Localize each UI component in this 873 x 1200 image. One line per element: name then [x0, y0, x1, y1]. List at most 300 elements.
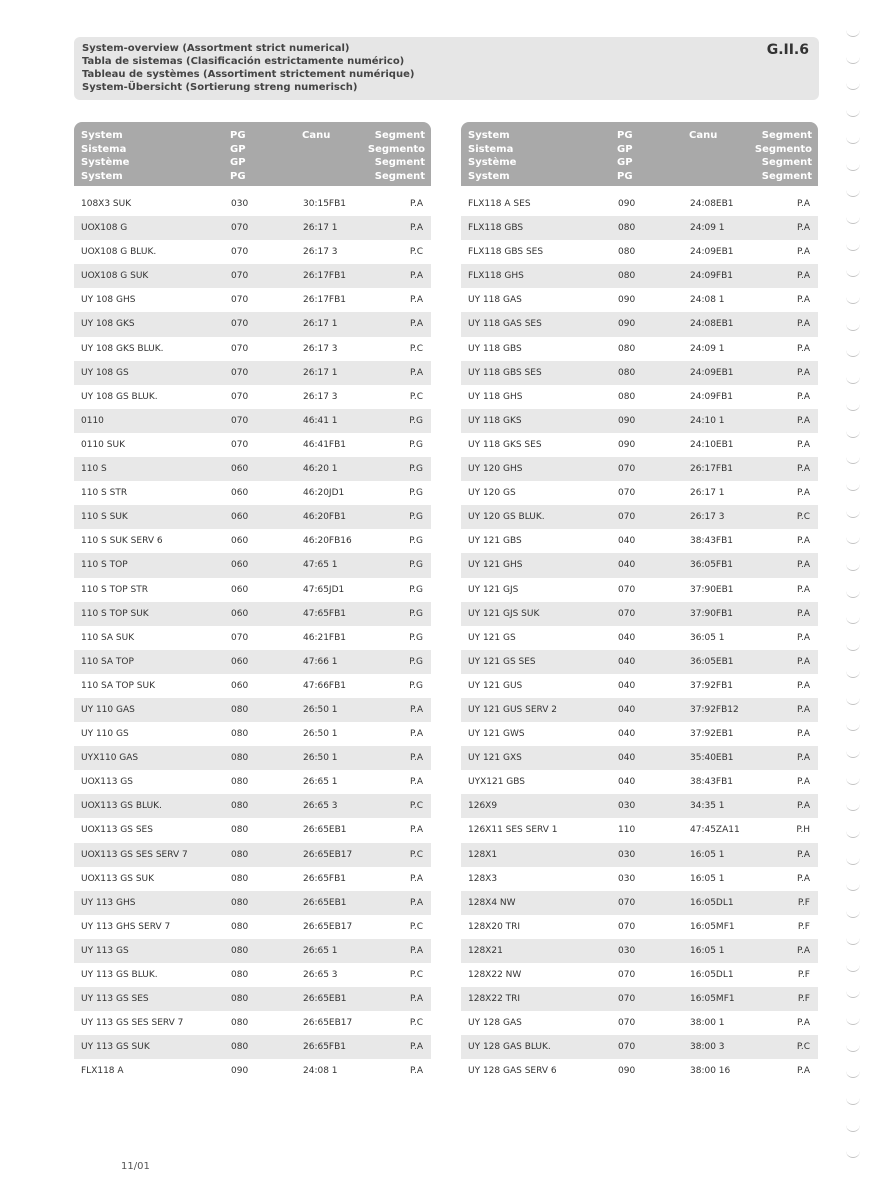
cell-canu: 37:90FB1 [690, 608, 734, 619]
cell-pg: 070 [231, 415, 249, 426]
binder-ring [846, 55, 860, 64]
cell-system: 128X22 TRI [468, 994, 521, 1005]
cell-system: FLX118 GBS [468, 223, 524, 234]
cell-segment: P.A [796, 415, 810, 426]
cell-pg: 030 [618, 945, 636, 956]
cell-segment: P.A [796, 488, 810, 499]
header-pg-label: PG [230, 130, 246, 141]
header-box [74, 37, 819, 100]
cell-segment: P.A [409, 223, 423, 234]
table-row [74, 457, 431, 481]
footer-date: 11/01 [121, 1161, 150, 1172]
cell-segment: P.A [409, 873, 423, 884]
cell-segment: P.A [796, 801, 810, 812]
cell-pg: 070 [231, 223, 249, 234]
cell-system: UY 120 GS [468, 488, 516, 499]
cell-canu: 37:92FB1 [690, 680, 734, 691]
cell-pg: 080 [231, 849, 249, 860]
cell-canu: 26:65FB1 [303, 873, 347, 884]
cell-canu: 24:09EB1 [690, 367, 734, 378]
table-row [461, 578, 818, 602]
binder-ring [846, 1096, 860, 1105]
cell-canu: 26:17 1 [690, 488, 725, 499]
header-system-label: System [468, 130, 510, 141]
binder-ring [846, 28, 860, 37]
cell-system: 110 S TOP [81, 560, 128, 571]
header-system-label: Sistema [468, 143, 514, 155]
cell-system: 126X9 [468, 801, 498, 812]
cell-canu: 16:05 1 [690, 849, 725, 860]
cell-system: UY 113 GS SES [81, 994, 149, 1005]
cell-canu: 38:43FB1 [690, 777, 734, 788]
cell-canu: 36:05EB1 [690, 656, 734, 667]
table-row [74, 602, 431, 626]
cell-system: UY 113 GHS SERV 7 [81, 921, 171, 932]
cell-pg: 080 [231, 801, 249, 812]
cell-canu: 26:65EB17 [303, 849, 353, 860]
binder-ring [846, 829, 860, 838]
cell-system: UY 121 GS SES [468, 656, 536, 667]
binder-ring [846, 322, 860, 331]
cell-pg: 070 [618, 970, 636, 980]
cell-segment: P.C [409, 970, 423, 980]
cell-canu: 37:92FB12 [690, 704, 739, 715]
cell-segment: P.A [796, 753, 810, 764]
cell-pg: 090 [618, 415, 636, 426]
cell-canu: 26:65EB1 [303, 897, 347, 908]
cell-pg: 070 [618, 921, 636, 932]
cell-canu: 34:35 1 [690, 801, 725, 812]
cell-system: 110 S TOP SUK [81, 608, 149, 619]
table-row [461, 409, 818, 433]
system-table-right [461, 122, 818, 1083]
cell-pg: 030 [618, 801, 636, 812]
cell-canu: 46:20FB16 [303, 536, 352, 547]
table-row [461, 843, 818, 867]
header-canu-label: Canu [302, 130, 331, 141]
cell-segment: P.H [796, 825, 810, 836]
binder-ring [846, 215, 860, 224]
cell-segment: P.F [797, 921, 810, 932]
binder-ring [846, 642, 860, 651]
cell-pg: 070 [231, 343, 249, 354]
cell-canu: 26:50 1 [303, 753, 338, 764]
binder-ring [846, 188, 860, 197]
cell-canu: 26:65EB17 [303, 921, 353, 932]
binder-ring [846, 268, 860, 277]
cell-pg: 080 [618, 223, 636, 234]
cell-canu: 38:43FB1 [690, 536, 734, 547]
table-row [74, 264, 431, 288]
cell-pg: 060 [231, 656, 249, 667]
table-row [461, 192, 818, 216]
binder-ring [846, 1016, 860, 1025]
table-row [74, 1011, 431, 1035]
table-row [461, 433, 818, 457]
cell-segment: P.A [796, 1018, 810, 1029]
header-pg-label: GP [617, 157, 633, 168]
table-row [74, 722, 431, 746]
cell-segment: P.A [796, 560, 810, 571]
cell-pg: 040 [618, 729, 636, 740]
table-row [461, 288, 818, 312]
binder-ring [846, 402, 860, 411]
header-pg [617, 129, 633, 183]
cell-pg: 070 [231, 271, 249, 282]
cell-canu: 26:65FB1 [303, 1042, 347, 1053]
cell-segment: P.A [796, 319, 810, 330]
cell-pg: 030 [618, 849, 636, 860]
header-segment-label: Segment [761, 157, 812, 168]
table-row [74, 312, 431, 336]
cell-system: UY 118 GAS SES [468, 319, 542, 330]
table-row [461, 385, 818, 409]
table-row [74, 891, 431, 915]
cell-system: UY 113 GS SES SERV 7 [81, 1018, 184, 1029]
cell-system: 110 S [81, 464, 107, 475]
cell-canu: 26:17FB1 [690, 464, 734, 475]
cell-segment: P.G [409, 464, 423, 475]
binder-ring [846, 162, 860, 171]
cell-system: UY 113 GS SUK [81, 1042, 150, 1053]
cell-canu: 26:17 3 [690, 512, 725, 523]
table-row [74, 867, 431, 891]
cell-system: UY 108 GS BLUK. [81, 391, 158, 402]
cell-system: UYX110 GAS [81, 753, 139, 764]
cell-system: UY 121 GHS [468, 560, 523, 571]
cell-pg: 070 [231, 367, 249, 378]
cell-canu: 26:17 3 [303, 247, 338, 258]
cell-pg: 090 [618, 1066, 636, 1077]
cell-canu: 16:05MF1 [690, 994, 735, 1005]
binder-ring [846, 749, 860, 758]
cell-system: 110 S SUK [81, 512, 128, 523]
cell-canu: 16:05MF1 [690, 921, 735, 932]
cell-system: 110 S SUK SERV 6 [81, 536, 163, 547]
cell-system: UY 121 GBS [468, 536, 522, 547]
table-row [74, 385, 431, 409]
table-row [461, 770, 818, 794]
table-row [461, 939, 818, 963]
cell-canu: 46:20FB1 [303, 512, 347, 523]
cell-system: UY 121 GUS SERV 2 [468, 704, 558, 715]
table-row [461, 216, 818, 240]
cell-pg: 060 [231, 464, 249, 475]
title-french: Tableau de systèmes (Assortiment strictement numérique) [82, 69, 415, 80]
table-row [74, 939, 431, 963]
table-row [74, 216, 431, 240]
cell-system: UY 121 GUS [468, 680, 523, 691]
cell-canu: 26:65EB1 [303, 994, 347, 1005]
binder-ring [846, 1123, 860, 1132]
table-row [461, 337, 818, 361]
cell-pg: 070 [618, 897, 636, 908]
cell-pg: 040 [618, 680, 636, 691]
cell-segment: P.A [796, 295, 810, 306]
cell-pg: 040 [618, 704, 636, 715]
cell-canu: 47:66FB1 [303, 680, 347, 691]
cell-canu: 38:00 1 [690, 1018, 725, 1029]
binder-ring [846, 669, 860, 678]
cell-canu: 30:15FB1 [303, 199, 347, 209]
cell-system: UY 118 GKS SES [468, 439, 542, 450]
table-row [74, 433, 431, 457]
header-system [468, 129, 516, 183]
cell-segment: P.G [409, 608, 423, 619]
cell-canu: 46:21FB1 [303, 632, 347, 643]
cell-system: UOX113 GS BLUK. [81, 801, 162, 812]
cell-pg: 090 [231, 1066, 249, 1077]
cell-system: 128X4 NW [468, 897, 516, 908]
cell-segment: P.A [796, 584, 810, 595]
cell-segment: P.A [409, 994, 423, 1005]
cell-canu: 26:17 3 [303, 343, 338, 354]
cell-system: UY 118 GBS [468, 343, 522, 354]
cell-system: UY 108 GS [81, 367, 129, 378]
table-header [461, 122, 818, 186]
cell-segment: P.G [409, 680, 423, 691]
cell-segment: P.C [796, 1042, 810, 1053]
cell-canu: 24:09FB1 [690, 391, 734, 402]
table-row [461, 674, 818, 698]
cell-system: UOX113 GS SUK [81, 873, 155, 884]
cell-segment: P.G [409, 656, 423, 667]
cell-canu: 26:17 1 [303, 319, 338, 330]
cell-system: 110 S STR [81, 488, 128, 499]
cell-canu: 26:50 1 [303, 704, 338, 715]
cell-segment: P.A [409, 1042, 423, 1053]
table-row [461, 963, 818, 987]
cell-canu: 37:90EB1 [690, 584, 734, 595]
table-row [461, 602, 818, 626]
cell-pg: 060 [231, 560, 249, 571]
cell-pg: 080 [231, 994, 249, 1005]
cell-segment: P.A [796, 367, 810, 378]
cell-canu: 47:65FB1 [303, 608, 347, 619]
binder-ring [846, 802, 860, 811]
header-segment [755, 129, 812, 183]
system-table-left [74, 122, 431, 1083]
cell-segment: P.C [409, 801, 423, 812]
header-title-lines [82, 42, 414, 94]
cell-segment: P.A [796, 704, 810, 715]
cell-system: UY 121 GXS [468, 753, 522, 764]
table-row [74, 770, 431, 794]
cell-system: FLX118 GHS [468, 271, 524, 282]
cell-system: UY 113 GS [81, 945, 129, 956]
header-system-label: Système [81, 157, 130, 168]
cell-pg: 080 [231, 873, 249, 884]
cell-pg: 080 [231, 704, 249, 715]
table-row [461, 698, 818, 722]
cell-pg: 070 [231, 391, 249, 402]
table-row [461, 891, 818, 915]
cell-canu: 24:08 1 [303, 1066, 338, 1077]
cell-system: UY 108 GKS [81, 319, 135, 330]
table-body [74, 192, 431, 1083]
binder-ring [846, 856, 860, 865]
cell-canu: 26:17FB1 [303, 295, 347, 306]
cell-system: UOX113 GS SES [81, 825, 153, 836]
cell-system: UYX121 GBS [468, 777, 525, 788]
cell-segment: P.A [796, 1066, 810, 1077]
cell-pg: 070 [618, 512, 636, 523]
header-canu [302, 129, 330, 143]
cell-segment: P.A [409, 367, 423, 378]
cell-pg: 070 [231, 632, 249, 643]
header-system-label: System [81, 130, 123, 141]
cell-canu: 36:05 1 [690, 632, 725, 643]
cell-segment: P.A [796, 199, 810, 209]
cell-pg: 080 [618, 343, 636, 354]
table-row [461, 650, 818, 674]
table-row [74, 987, 431, 1011]
binder-ring [846, 989, 860, 998]
cell-pg: 040 [618, 560, 636, 571]
cell-system: 110 SA TOP [81, 656, 134, 667]
table-row [74, 505, 431, 529]
binder-ring [846, 429, 860, 438]
cell-pg: 080 [618, 367, 636, 378]
binder-ring [846, 696, 860, 705]
binder-ring [846, 562, 860, 571]
cell-system: UY 121 GJS SUK [468, 608, 540, 619]
cell-segment: P.A [796, 223, 810, 234]
cell-pg: 070 [231, 439, 249, 450]
cell-segment: P.A [409, 945, 423, 956]
cell-segment: P.A [796, 343, 810, 354]
cell-segment: P.G [409, 536, 423, 547]
table-row [74, 650, 431, 674]
cell-canu: 26:17 1 [303, 367, 338, 378]
cell-segment: P.C [409, 391, 423, 402]
cell-system: 0110 SUK [81, 439, 125, 450]
table-row [74, 192, 431, 216]
cell-pg: 080 [618, 391, 636, 402]
cell-segment: P.F [797, 897, 810, 908]
section-code: G.II.6 [766, 42, 809, 58]
binder-ring [846, 375, 860, 384]
cell-canu: 26:17FB1 [303, 271, 347, 282]
cell-segment: P.A [796, 271, 810, 282]
binder-rings [846, 28, 868, 1178]
cell-segment: P.G [409, 584, 423, 595]
cell-canu: 46:41 1 [303, 415, 338, 426]
cell-pg: 060 [231, 536, 249, 547]
binder-ring [846, 135, 860, 144]
title-spanish: Tabla de sistemas (Clasificación estrictamente numérico) [82, 56, 405, 67]
binder-ring [846, 1069, 860, 1078]
cell-system: 110 SA TOP SUK [81, 680, 156, 691]
cell-segment: P.A [409, 199, 423, 209]
header-canu [689, 129, 717, 143]
cell-system: UY 120 GS BLUK. [468, 512, 545, 523]
header-system-label: Sistema [81, 143, 127, 155]
binder-ring [846, 535, 860, 544]
cell-pg: 070 [231, 319, 249, 330]
cell-system: 128X1 [468, 849, 498, 860]
cell-canu: 24:08EB1 [690, 319, 734, 330]
table-row [74, 409, 431, 433]
cell-canu: 46:41FB1 [303, 439, 347, 450]
table-row [74, 674, 431, 698]
cell-segment: P.A [409, 729, 423, 740]
cell-segment: P.A [409, 897, 423, 908]
cell-system: FLX118 GBS SES [468, 247, 544, 258]
cell-segment: P.G [409, 512, 423, 523]
cell-segment: P.C [409, 849, 423, 860]
cell-segment: P.G [409, 560, 423, 571]
table-row [74, 843, 431, 867]
cell-segment: P.G [409, 488, 423, 499]
cell-segment: P.A [796, 873, 810, 884]
cell-system: FLX118 A SES [468, 199, 531, 209]
table-row [461, 264, 818, 288]
cell-system: UOX113 GS SES SERV 7 [81, 849, 188, 860]
binder-ring [846, 509, 860, 518]
cell-system: FLX118 A [81, 1066, 124, 1077]
cell-system: UOX108 G BLUK. [81, 247, 157, 258]
cell-system: UY 121 GJS [468, 584, 519, 595]
header-pg-label: GP [230, 143, 246, 155]
title-english: System-overview (Assortment strict numerical) [82, 43, 350, 54]
cell-pg: 070 [231, 247, 249, 258]
cell-segment: P.F [797, 994, 810, 1005]
cell-canu: 46:20JD1 [303, 488, 345, 499]
cell-pg: 080 [231, 1018, 249, 1029]
table-row [461, 312, 818, 336]
table-row [74, 915, 431, 939]
cell-segment: P.G [409, 415, 423, 426]
table-row [74, 288, 431, 312]
cell-canu: 47:65 1 [303, 560, 338, 571]
table-row [461, 240, 818, 264]
cell-system: 108X3 SUK [81, 199, 132, 209]
cell-pg: 060 [231, 608, 249, 619]
cell-system: 126X11 SES SERV 1 [468, 825, 558, 836]
cell-segment: P.C [409, 247, 423, 258]
cell-system: 110 SA SUK [81, 632, 135, 643]
cell-pg: 090 [618, 199, 636, 209]
cell-canu: 26:17 3 [303, 391, 338, 402]
table-row [74, 963, 431, 987]
table-row [461, 987, 818, 1011]
cell-pg: 080 [231, 1042, 249, 1053]
header-pg-label: PG [617, 130, 633, 141]
binder-ring [846, 482, 860, 491]
cell-pg: 070 [618, 1042, 636, 1053]
header-segment-label: Segment [374, 170, 425, 182]
binder-ring [846, 1043, 860, 1052]
cell-canu: 24:10EB1 [690, 439, 734, 450]
cell-pg: 080 [231, 729, 249, 740]
cell-segment: P.A [409, 753, 423, 764]
cell-pg: 080 [231, 970, 249, 980]
cell-canu: 24:08 1 [690, 295, 725, 306]
cell-system: 128X3 [468, 873, 498, 884]
table-row [461, 505, 818, 529]
cell-segment: P.A [796, 439, 810, 450]
header-system-label: System [81, 170, 123, 182]
cell-pg: 110 [618, 825, 636, 836]
header-segment-label: Segment [761, 170, 812, 182]
cell-canu: 24:08EB1 [690, 199, 734, 209]
binder-ring [846, 295, 860, 304]
table-row [74, 746, 431, 770]
binder-ring [846, 963, 860, 972]
cell-system: UY 120 GHS [468, 464, 523, 475]
binder-ring [846, 615, 860, 624]
